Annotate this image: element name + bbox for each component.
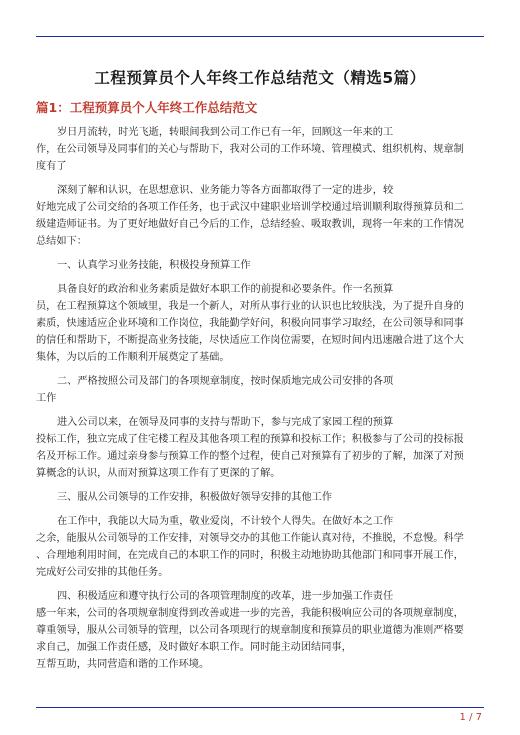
bottom-rule <box>36 707 484 708</box>
paragraph <box>36 588 484 673</box>
document-title: 工程预算员个人年终工作总结范文（精选5篇） <box>94 69 426 87</box>
text-line: 岁日月流转，时光飞逝，转眼间我到公司工作已有一年，回顾这一年来的工 <box>57 127 394 138</box>
text-line: 投标工作，独立完成了住宅楼工程及其他各项工程的预算和投标工作；积极参与了公司的投标报 <box>36 434 464 445</box>
document-body <box>36 124 484 680</box>
text-line: 集体，为以后的工作顺利开展奠定了基础。 <box>36 352 230 363</box>
text-line: 求自己，加强工作责任感，及时做好本职工作。同时能主动团结同事， <box>36 642 352 653</box>
text-line: 工作 <box>36 393 57 404</box>
page-number: 1 / 7 <box>459 712 482 723</box>
text-line: 二、严格按照公司及部门的各项规章制度，按时保质地完成公司安排的各项 <box>57 376 394 387</box>
text-line: 四、积极适应和遵守执行公司的各项管理制度的改革，进一步加强工作责任 <box>57 591 394 602</box>
text-line: 名及开标工作。通过亲身参与预算工作的整个过程，使自己对预算有了初步的了解，加深了对预 <box>36 451 464 462</box>
text-line: 素质，快速适应企业环境和工作岗位，我能勤学好问，积极向同事学习取经，在公司领导和同事 <box>36 318 464 329</box>
text-line: 算概念的认识，从而对预算这项工作有了更深的了解。 <box>36 468 281 479</box>
text-line: 度有了 <box>36 161 67 172</box>
section-heading: 篇1：工程预算员个人年终工作总结范文 <box>36 100 258 115</box>
subheading <box>36 373 484 407</box>
text-line: 一、认真学习业务技能，积极投身预算工作 <box>57 260 251 271</box>
text-line: 互帮互助，共同营造和谐的工作环境。 <box>36 659 210 670</box>
text-line: 之余，能服从公司领导的工作安排，对领导交办的其他工作能认真对待，不推脱，不怠慢。科学 <box>36 533 464 544</box>
text-line: 进入公司以来，在领导及同事的支持与帮助下，参与完成了家园工程的预算 <box>57 417 394 428</box>
text-line: 好地完成了公司交给的各项工作任务，也于武汉中建职业培训学校通过培训顺利取得预算员和二 <box>36 202 464 213</box>
text-line: 在工作中，我能以大局为重，敬业爱岗，不计较个人得失。在做好本之工作 <box>57 516 394 527</box>
paragraph <box>36 414 484 482</box>
paragraph <box>36 513 484 581</box>
text-line: 深刻了解和认识，在思想意识、业务能力等各方面都取得了一定的进步，较 <box>57 185 394 196</box>
text-line: 感一年来，公司的各项规章制度得到改善或进一步的完善，我能积极响应公司的各项规章制度， <box>36 608 464 619</box>
top-rule <box>36 36 484 37</box>
text-line: 、合理地利用时间，在完成自己的本职工作的同时，积极主动地协助其他部门和同事开展工作， <box>36 550 464 561</box>
text-line: 具备良好的政治和业务素质是做好本职工作的前提和必要条件。作一名预算 <box>57 284 394 295</box>
paragraph <box>36 281 484 366</box>
paragraph <box>36 182 484 250</box>
text-line: 尊重领导，服从公司领导的管理，以公司各项现行的规章制度和预算员的职业道德为准则严格要 <box>36 625 464 636</box>
text-line: 三、服从公司领导的工作安排，积极做好领导安排的其他工作 <box>57 492 333 503</box>
subheading <box>36 489 484 506</box>
text-line: 作，在公司领导及同事们的关心与帮助下，我对公司的工作环境、管理模式、组织机构、规章制 <box>36 144 464 155</box>
text-line: 完成好公司安排的其他任务。 <box>36 567 169 578</box>
text-line: 总结如下： <box>36 236 87 247</box>
subheading <box>36 257 484 274</box>
text-line: 员，在工程预算这个领域里，我是一个新人，对所从事行业的认识也比较肤浅，为了提升自身的 <box>36 301 464 312</box>
text-line: 的信任和帮助下，不断提高业务技能，尽快适应工作岗位需要，在短时间内迅速融合进了这个大 <box>36 335 464 346</box>
paragraph <box>36 124 484 175</box>
text-line: 级建造师证书。为了更好地做好自己今后的工作，总结经验、吸取教训，现将一年来的工作情况 <box>36 219 464 230</box>
